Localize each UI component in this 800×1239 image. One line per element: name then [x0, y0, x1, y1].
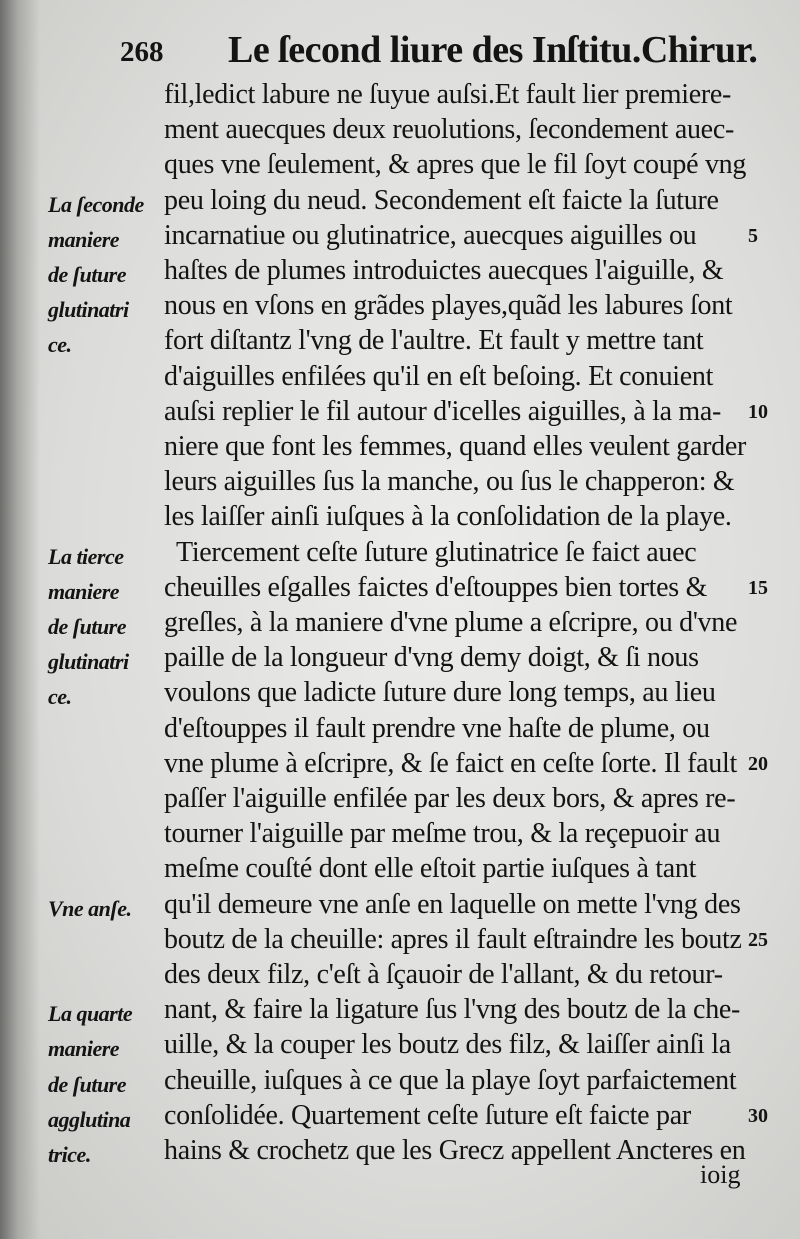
line-number: 10 — [748, 400, 768, 423]
text-line: d'eſtouppes il fault prendre vne haſte de plume, ou — [164, 712, 710, 744]
text-line: paſſer l'aiguille enfilée par les deux bors, & apres re- — [164, 783, 736, 814]
text-line: incarnatiue ou glutinatrice, auecques aiguilles ou — [164, 219, 697, 251]
book-spine-shadow — [0, 0, 40, 1239]
text-line: peu loing du neud. Secondement eſt faicte la ſuture — [164, 184, 719, 216]
text-line: auſsi replier le fil autour d'icelles aiguilles, à la ma- — [164, 395, 722, 427]
line-number: 5 — [748, 224, 758, 247]
text-line: qu'il demeure vne anſe en laquelle on mette l'vng des — [164, 888, 741, 920]
margin-note: ce. — [48, 332, 72, 358]
margin-note: La quarte — [48, 1001, 133, 1027]
text-line: des deux filz, c'eſt à ſçauoir de l'allant, & du retour- — [164, 959, 723, 990]
text-line: fort diſtantz l'vng de l'aultre. Et fault y mettre tant — [164, 325, 704, 357]
text-line: conſolidée. Quartement ceſte ſuture eſt faicte par — [164, 1099, 691, 1131]
text-line: ques vne ſeulement, & apres que le fil ſoyt coupé vng — [164, 149, 747, 181]
margin-note: maniere — [48, 226, 120, 252]
text-line: haſtes de plumes introduictes auecques l'aiguille, & — [164, 255, 724, 286]
margin-note: trice. — [48, 1142, 91, 1167]
margin-note: de ſuture — [48, 1071, 126, 1097]
page-header — [120, 28, 758, 72]
text-line: leurs aiguilles ſus la manche, ou ſus le chapperon: & — [164, 466, 735, 498]
text-line: hains & crochetz que les Grecz appellent Ancteres en — [164, 1135, 746, 1166]
text-line: nous en vſons en grãdes playes,quãd les labures ſont — [164, 290, 733, 322]
margin-note: de ſuture — [48, 614, 126, 639]
text-line: les laiſſer ainſi iuſques à la conſolidation de la playe. — [164, 501, 732, 533]
line-number: 15 — [748, 576, 768, 599]
line-number: 30 — [748, 1104, 768, 1127]
text-line: meſme couſté dont elle eſtoit partie iuſques à tant — [164, 853, 697, 885]
text-line: Tiercement ceſte ſuture glutinatrice ſe faict auec — [176, 536, 697, 568]
text-line: boutz de la cheuille: apres il fault eſtraindre les boutz — [164, 923, 742, 955]
text-line: niere que font les femmes, quand elles veulent garder — [164, 431, 746, 462]
margin-note: ce. — [48, 684, 72, 710]
line-number: 25 — [748, 928, 768, 951]
margin-note: maniere — [48, 1036, 120, 1062]
margin-note: glutinatri — [48, 297, 129, 323]
text-line: cheuille, iuſques à ce que la playe ſoyt parfaictement — [164, 1064, 737, 1096]
text-line: paille de la longueur d'vng demy doigt, & ſi nous — [164, 642, 699, 674]
text-line: ment auecques deux reuolutions, ſecondement auec- — [164, 114, 734, 146]
catchword: ioig — [700, 1160, 741, 1189]
text-line: voulons que ladicte ſuture dure long temps, au lieu — [164, 677, 716, 709]
running-title: Le ſecond liure des Inſtitu.Chirur. — [228, 29, 758, 71]
margin-note: maniere — [48, 578, 120, 604]
margin-note: glutinatri — [48, 649, 129, 675]
text-line: uille, & la couper les boutz des filz, & laiſſer ainſi la — [164, 1029, 731, 1061]
margin-note: La tierce — [48, 543, 124, 569]
line-number: 20 — [748, 752, 768, 775]
text-line: fil,ledict labure ne ſuyue auſsi.Et fault lier premiere- — [164, 79, 732, 110]
text-line: tourner l'aiguille par meſme trou, & la reçepuoir au — [164, 818, 721, 850]
text-line: greſles, à la maniere d'vne plume a eſcripre, ou d'vne — [164, 607, 738, 638]
text-line: cheuilles eſgalles faictes d'eſtouppes bien tortes & — [164, 571, 708, 603]
text-line: d'aiguilles enfilées qu'il en eſt beſoing. Et conuient — [164, 360, 714, 392]
margin-note: La ſeconde — [48, 191, 144, 217]
text-line: vne plume à eſcripre, & ſe faict en ceſte ſorte. Il fault — [164, 747, 737, 779]
page-number: 268 — [120, 36, 164, 68]
text-line: nant, & faire la ligature ſus l'vng des boutz de la che- — [164, 994, 741, 1026]
margin-note: de ſuture — [48, 262, 126, 287]
margin-note: Vne anſe. — [48, 895, 132, 921]
margin-note: agglutina — [48, 1106, 131, 1132]
